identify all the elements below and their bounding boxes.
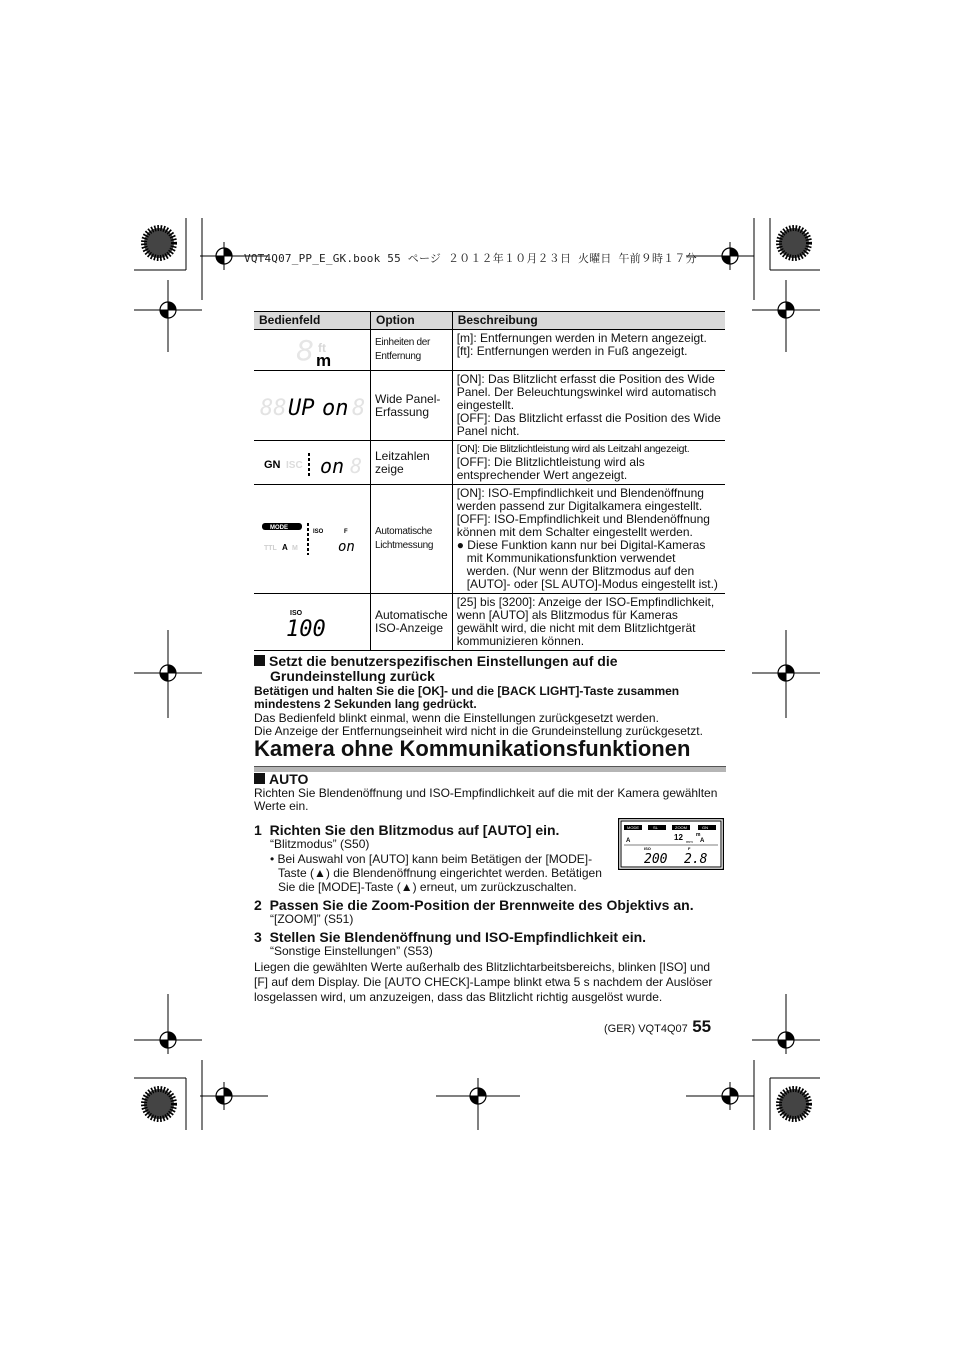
table-row <box>254 485 725 594</box>
lcd-panel-m: m <box>696 832 701 838</box>
lcd-value: 100 <box>286 617 326 640</box>
step-title: Richten Sie den Blitzmodus auf [AUTO] ein. <box>269 822 560 838</box>
lcd-panel-label: MODE <box>627 825 639 830</box>
step-number: 2 <box>254 897 262 913</box>
description-cell <box>452 330 725 371</box>
reset-section <box>254 654 726 738</box>
table-row <box>254 441 725 485</box>
lcd-cell <box>254 330 371 371</box>
lcd-gn-label: GN <box>264 458 281 471</box>
description-line: [25] bis [3200]: Anzeige der ISO-Empfindlichkeit, wenn [AUTO] als Blitzmodus für Kameras gewählt wird, die nicht mit dem Blitzlichtgerät kommunizieren können. <box>456 595 715 648</box>
page-footer <box>604 1017 711 1037</box>
table-row <box>254 371 725 441</box>
lcd-distance-unit <box>282 332 342 368</box>
bullet-text: Diese Funktion kann nur bei Digital-Kameras mit Kommunikationsfunktion verwendet werden. (Nur wenn der Blitzmodus auf den [AUTO]- oder [SL AUTO]-Modus eingestellt ist.) <box>466 538 718 591</box>
bullet-icon: ● <box>456 538 468 552</box>
step-note: • Bei Auswahl von [AUTO] kann beim Betätigen der [MODE]-Taste (▲) die Blendenöffnung eingerichtet werden. Betätigen Sie die [MODE]-Taste (▲) erneut, um zurückzuschalten. <box>270 852 602 894</box>
step-title: Stellen Sie Blendenöffnung und ISO-Empfindlichkeit ein. <box>269 929 647 945</box>
step-reference: “[ZOOM]” (S51) <box>270 912 354 926</box>
description-line: [ON]: Die Blitzlichtleistung wird als Leitzahl angezeigt. <box>456 443 690 455</box>
lcd-guide-number <box>258 447 366 479</box>
lcd-digits: 8 <box>352 395 366 421</box>
table-header-row <box>254 312 725 330</box>
lcd-m-label: M <box>292 545 298 552</box>
step-3 <box>254 929 726 958</box>
description-line: [m]: Entfernungen werden in Metern angezeigt. <box>456 331 707 345</box>
lcd-wide-panel <box>258 391 366 421</box>
lcd-panel-zoom: 12 <box>674 833 683 842</box>
lcd-panel-iso-value: 200 <box>644 852 668 867</box>
reset-text: Die Anzeige der Entfernungseinheit wird nicht in die Grundeinstellung zurückgesetzt. <box>254 724 703 738</box>
lcd-cell <box>254 485 371 594</box>
description-line: [OFF]: Das Blitzlicht erfasst die Position des Wide Panel nicht. <box>456 411 721 438</box>
lcd-a-label: A <box>282 543 288 552</box>
description-cell <box>452 441 725 485</box>
square-bullet-icon <box>254 655 265 666</box>
description-line: [OFF]: Die Blitzlichtleistung wird als entsprechender Wert angezeigt. <box>456 455 645 482</box>
lcd-digit: 8 <box>296 334 314 367</box>
square-bullet-icon <box>254 773 265 784</box>
option-cell: Automatische ISO-Anzeige <box>371 594 453 651</box>
reset-text: Das Bedienfeld blinkt einmal, wenn die Einstellungen zurückgesetzt werden. <box>254 711 659 725</box>
step-reference: “Blitzmodus” (S50) <box>270 837 370 851</box>
description-line: [ft]: Entfernungen werden in Fuß angezeigt. <box>456 344 688 358</box>
lcd-panel-f-value: 2.8 <box>684 852 708 867</box>
lcd-panel-label: ZOOM <box>675 825 687 830</box>
step-2 <box>254 897 726 926</box>
lcd-value: on <box>338 539 355 555</box>
lcd-digits: 88 <box>260 395 287 421</box>
auto-intro: Richten Sie Blendenöffnung und ISO-Empfindlichkeit auf die mit der Kamera gewählten Werte ein. <box>254 786 718 813</box>
col-header-option: Option <box>371 312 453 330</box>
print-header: VQT4Q07_PP_E_GK.book 55 ページ ２０１２年１０月２３日 火曜日 午前９時１７分 <box>244 252 697 265</box>
description-cell <box>452 371 725 441</box>
section-title: Kamera ohne Kommunikationsfunktionen <box>254 736 691 761</box>
option-cell: Automatische Lichtmessung <box>371 485 453 594</box>
description-line: [ON]: ISO-Empfindlichkeit und Blendenöffnung werden passend zur Digitalkamera eingestellt. <box>456 486 704 513</box>
lcd-code: UP <box>288 395 315 421</box>
lcd-iso-label: ISO <box>313 529 324 535</box>
step-reference: “Sonstige Einstellungen” (S53) <box>270 944 433 958</box>
description-line: [OFF]: ISO-Empfindlichkeit und Blendenöffnung können mit dem Schalter eingestellt werden. <box>456 512 710 539</box>
bullet-note <box>457 539 721 591</box>
step-number: 3 <box>254 929 262 945</box>
footer-code: (GER) VQT4Q07 <box>604 1023 688 1035</box>
lcd-cell <box>254 371 371 441</box>
lcd-auto-iso <box>282 604 342 640</box>
lcd-iso-label: ISO <box>290 610 303 617</box>
description-line: [ON]: Das Blitzlicht erfasst die Position des Wide Panel. Der Beleuchtungswinkel wird automatisch eingestellt. <box>456 372 717 412</box>
page-number: 55 <box>692 1017 712 1036</box>
auto-heading: AUTO <box>254 772 726 787</box>
settings-table <box>254 311 725 651</box>
step-number: 1 <box>254 822 262 838</box>
col-header-panel: Bedienfeld <box>254 312 371 330</box>
lcd-f-label: F <box>344 529 348 535</box>
lcd-value: on <box>322 395 349 421</box>
step-1 <box>254 822 604 894</box>
lcd-panel-label: SL <box>653 825 658 830</box>
col-header-description: Beschreibung <box>452 312 725 330</box>
table-row <box>254 330 725 371</box>
lcd-value: on <box>320 453 345 478</box>
lcd-auto-metering <box>258 519 366 559</box>
lcd-panel-f-label: F <box>688 846 691 851</box>
description-cell <box>452 485 725 594</box>
lcd-panel-a: A <box>700 838 705 844</box>
lcd-mode-label: MODE <box>270 525 288 531</box>
option-cell: Einheiten der Entfernung <box>371 330 453 371</box>
closing-text: Liegen die gewählten Werte außerhalb des Blitzlichtarbeitsbereichs, blinken [ISO] und [F] auf dem Display. Die [AUTO CHECK]-Lampe blinkt etwa 5 s nachdem der Auslöser losgelassen wird, um anzuzeigen, dass das Blitzlicht richtig ausgelöst wurde. <box>254 960 713 1004</box>
lcd-isc-label: ISC <box>286 459 303 471</box>
lcd-digits: 8 <box>350 453 363 478</box>
lcd-ft-label: ft <box>318 341 326 355</box>
lcd-cell <box>254 594 371 651</box>
reset-heading: Setzt die benutzerspezifischen Einstellungen auf die Grundeinstellung zurück <box>254 654 726 684</box>
lcd-panel-label: GN <box>702 825 708 830</box>
step-title: Passen Sie die Zoom-Position der Brennweite des Objektivs an. <box>269 897 694 913</box>
auto-section <box>254 772 726 1005</box>
lcd-panel-mode: A <box>626 838 631 844</box>
lcd-ttl-label: TTL <box>264 545 277 552</box>
table-row <box>254 594 725 651</box>
lcd-panel-mm: mm <box>686 839 693 844</box>
lcd-panel-iso-label: ISO <box>644 846 651 851</box>
option-cell: Wide Panel-Erfassung <box>371 371 453 441</box>
reset-instruction: Betätigen und halten Sie die [OK]- und die [BACK LIGHT]-Taste zusammen mindestens 2 Sekunden lang gedrückt. <box>254 684 680 711</box>
option-cell: Leitzahlen zeige <box>371 441 453 485</box>
lcd-panel-illustration <box>618 818 724 870</box>
lcd-m-label: m <box>316 351 332 368</box>
lcd-cell <box>254 441 371 485</box>
description-cell <box>452 594 725 651</box>
